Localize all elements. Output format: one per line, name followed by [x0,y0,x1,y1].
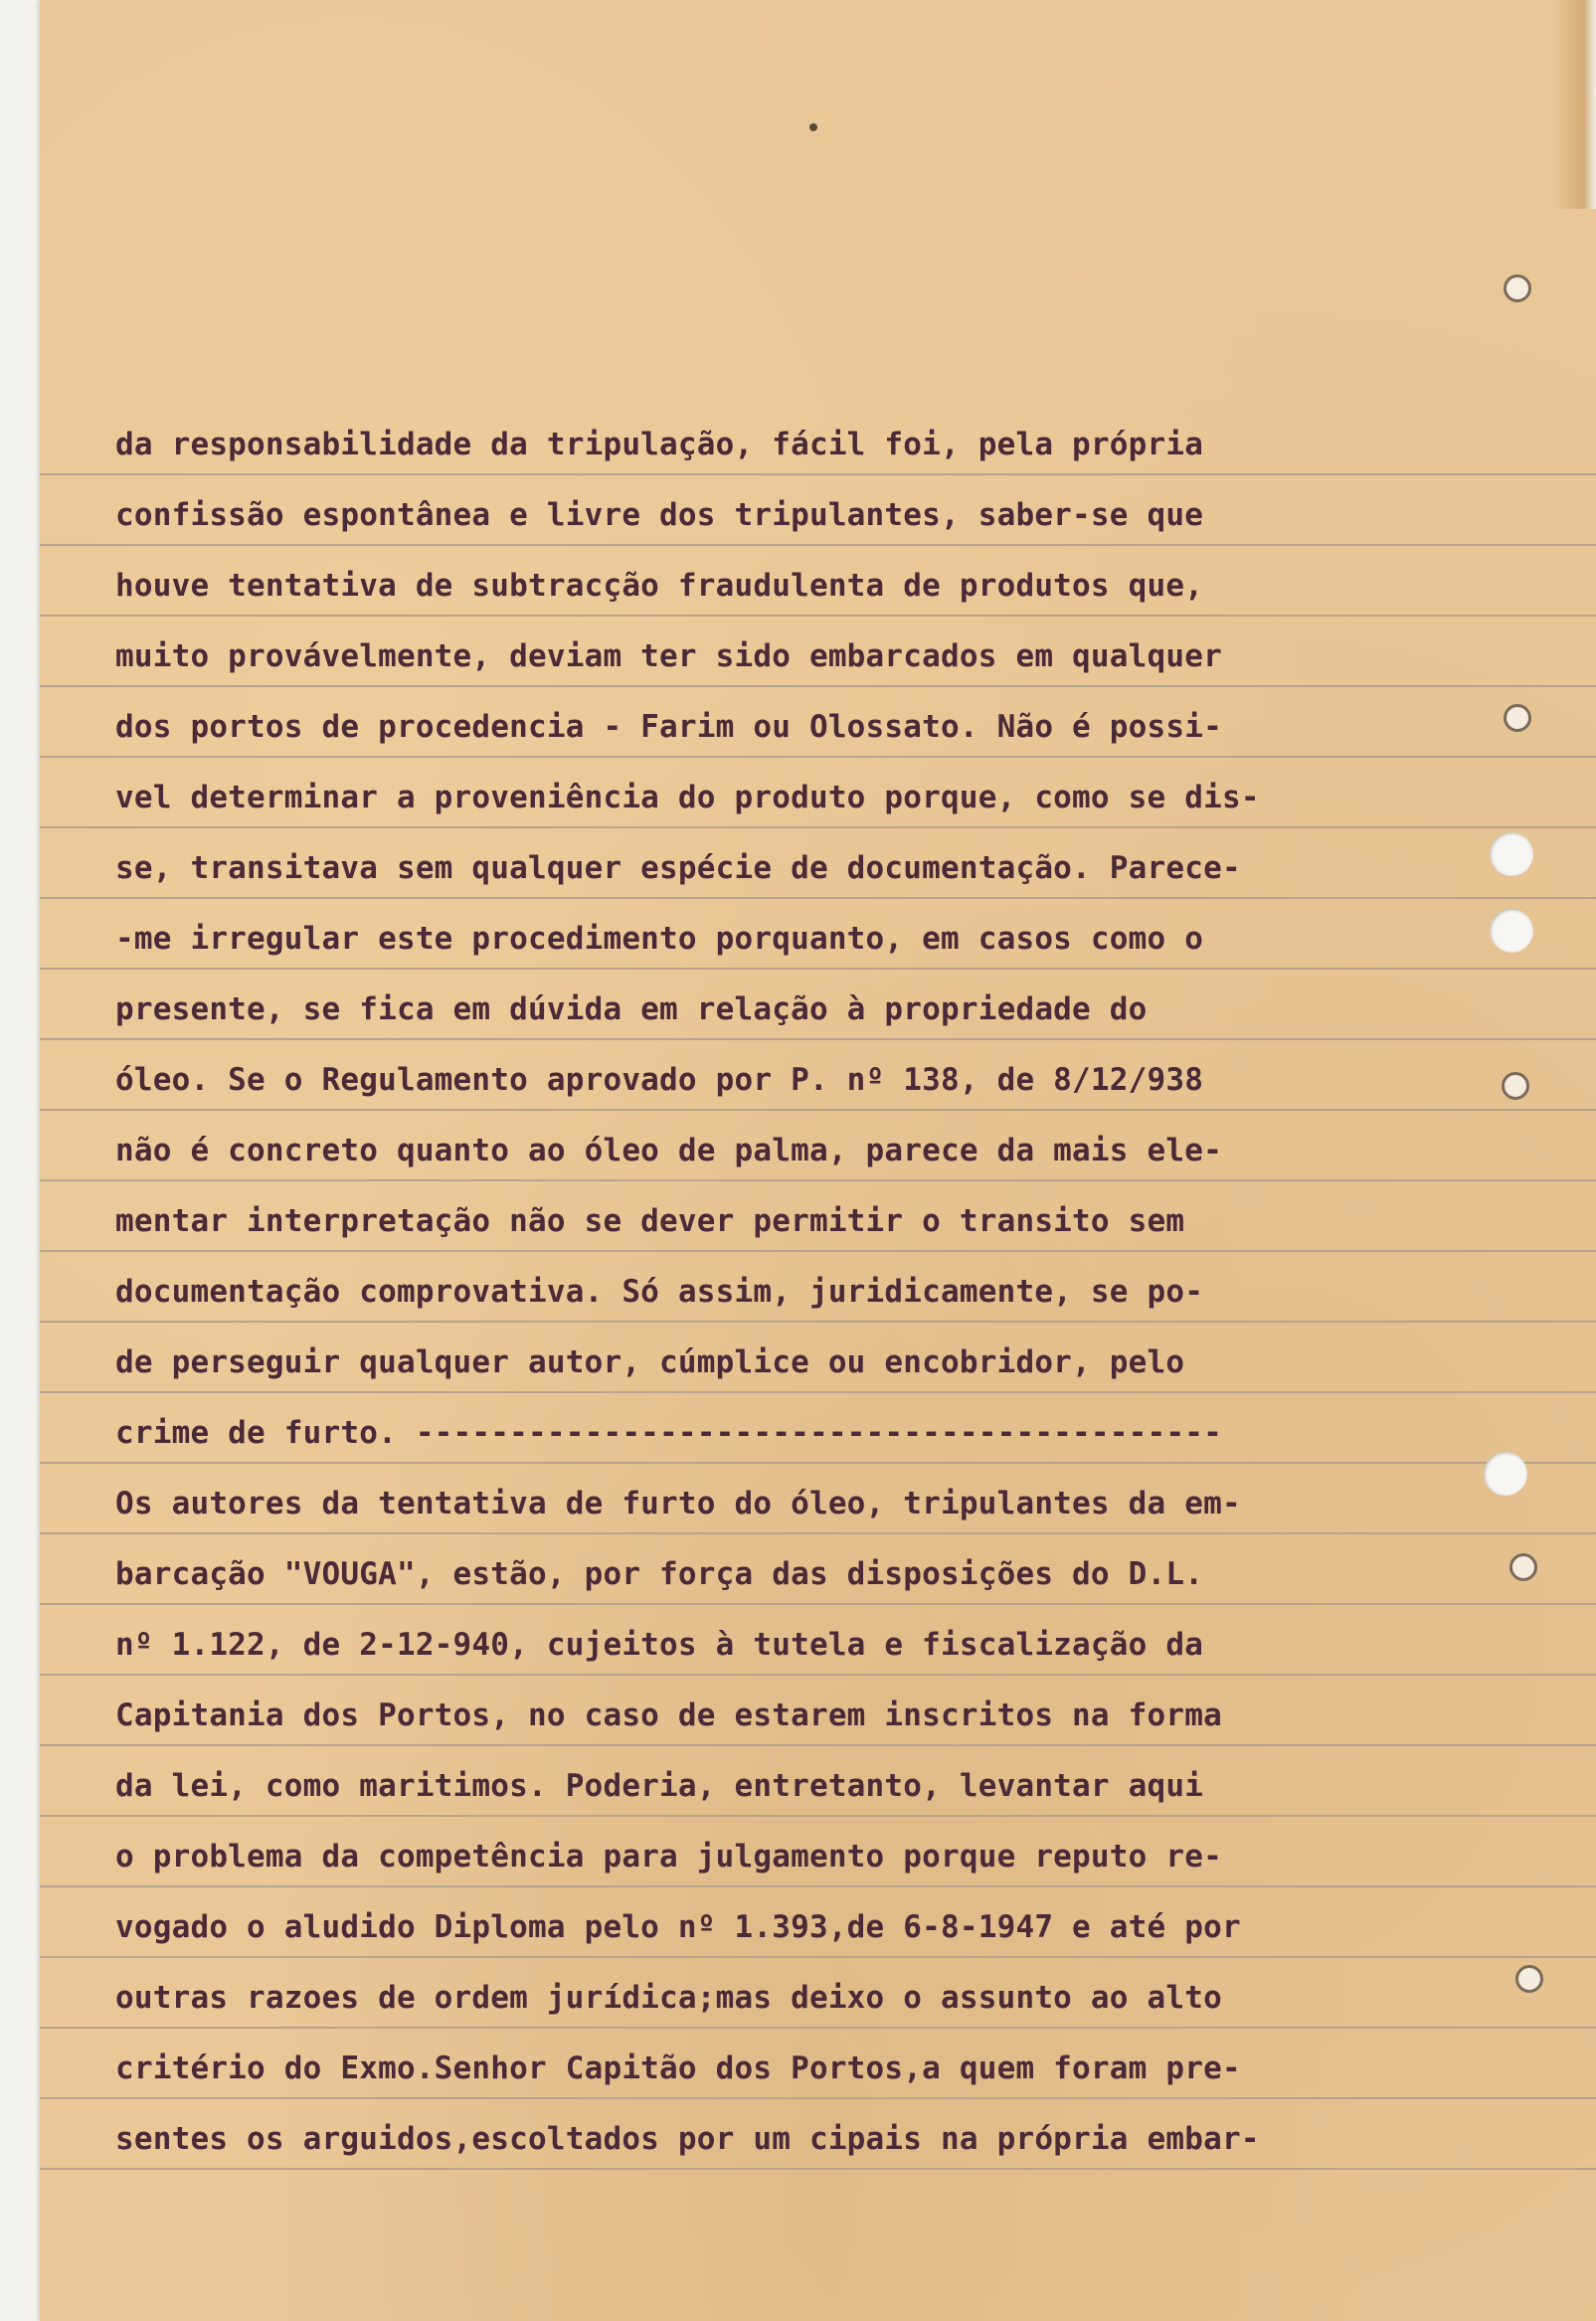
typed-line: houve tentativa de subtracção fraudulenta de produtos que, [115,568,1204,604]
typed-line: Capitania dos Portos, no caso de estarem inscritos na forma [115,1697,1222,1733]
ruled-line [40,1885,1596,1887]
typed-line: o problema da competência para julgamento porque reputo re- [115,1839,1222,1875]
typed-line: barcação "VOUGA", estão, por força das disposições do D.L. [115,1556,1204,1592]
ruled-line [40,615,1596,617]
typed-line: de perseguir qualquer autor, cúmplice ou encobridor, pelo [115,1344,1185,1380]
ruled-line [40,756,1596,758]
typed-line: não é concreto quanto ao óleo de palma, parece da mais ele- [115,1133,1222,1168]
ruled-line [40,826,1596,828]
typed-line: Os autores da tentativa de furto do óleo, tripulantes da em- [115,1486,1241,1521]
ruled-line [40,1815,1596,1817]
ruled-line [40,1109,1596,1111]
typed-line: se, transitava sem qualquer espécie de documentação. Parece- [115,850,1241,886]
ruled-line [40,1391,1596,1393]
ruled-line [40,1462,1596,1464]
typed-line: confissão espontânea e livre dos tripulantes, saber-se que [115,497,1204,533]
ruled-line [40,897,1596,899]
ruled-line [40,1603,1596,1605]
punch-hole [1490,909,1533,953]
typed-line: da responsabilidade da tripulação, fácil foi, pela própria [115,427,1204,462]
ruled-line [40,1744,1596,1746]
typed-line: sentes os arguidos,escoltados por um cipais na própria embar- [115,2121,1260,2157]
ruled-line [40,2097,1596,2099]
ruled-line [40,1250,1596,1252]
binder-hole-mark [1509,1553,1537,1581]
typed-line: vogado o aludido Diploma pelo nº 1.393,de 6-8-1947 e até por [115,1909,1241,1945]
document-page [40,0,1596,2321]
paper-speck [809,123,817,131]
typed-line: mentar interpretação não se dever permitir o transito sem [115,1203,1185,1239]
ruled-line [40,1532,1596,1534]
typed-line: outras razoes de ordem jurídica;mas deixo o assunto ao alto [115,1980,1222,2016]
binder-hole-mark [1515,1965,1543,1993]
binder-hole-mark [1504,704,1531,732]
ruled-line [40,544,1596,546]
typed-line: presente, se fica em dúvida em relação à propriedade do [115,991,1148,1027]
binder-hole-mark [1504,274,1531,302]
typed-line: muito provávelmente, deviam ter sido embarcados em qualquer [115,638,1222,674]
typed-line: vel determinar a proveniência do produto porque, como se dis- [115,780,1260,815]
ruled-line [40,1038,1596,1040]
page-corner-wear [1554,0,1596,209]
ruled-line [40,968,1596,970]
typed-line: nº 1.122, de 2-12-940, cujeitos à tutela e fiscalização da [115,1627,1204,1663]
typed-line: dos portos de procedencia - Farim ou Olossato. Não é possi- [115,709,1222,745]
ruled-line [40,2027,1596,2029]
typed-line: da lei, como maritimos. Poderia, entretanto, levantar aqui [115,1768,1204,1804]
punch-hole [1484,1452,1527,1496]
typed-line: -me irregular este procedimento porquanto, em casos como o [115,921,1204,957]
typed-line: documentação comprovativa. Só assim, juridicamente, se po- [115,1274,1204,1310]
typed-line: crime de furto. ------------------------------------------- [115,1415,1222,1451]
ruled-line [40,2168,1596,2170]
binder-hole-mark [1502,1072,1529,1100]
ruled-line [40,1674,1596,1676]
ruled-line [40,473,1596,475]
typed-line: óleo. Se o Regulamento aprovado por P. nº 138, de 8/12/938 [115,1062,1204,1098]
ruled-line [40,1321,1596,1323]
ruled-line [40,1956,1596,1958]
punch-hole [1490,832,1533,876]
typed-line: critério do Exmo.Senhor Capitão dos Portos,a quem foram pre- [115,2051,1241,2086]
ruled-line [40,685,1596,687]
ruled-line [40,1179,1596,1181]
